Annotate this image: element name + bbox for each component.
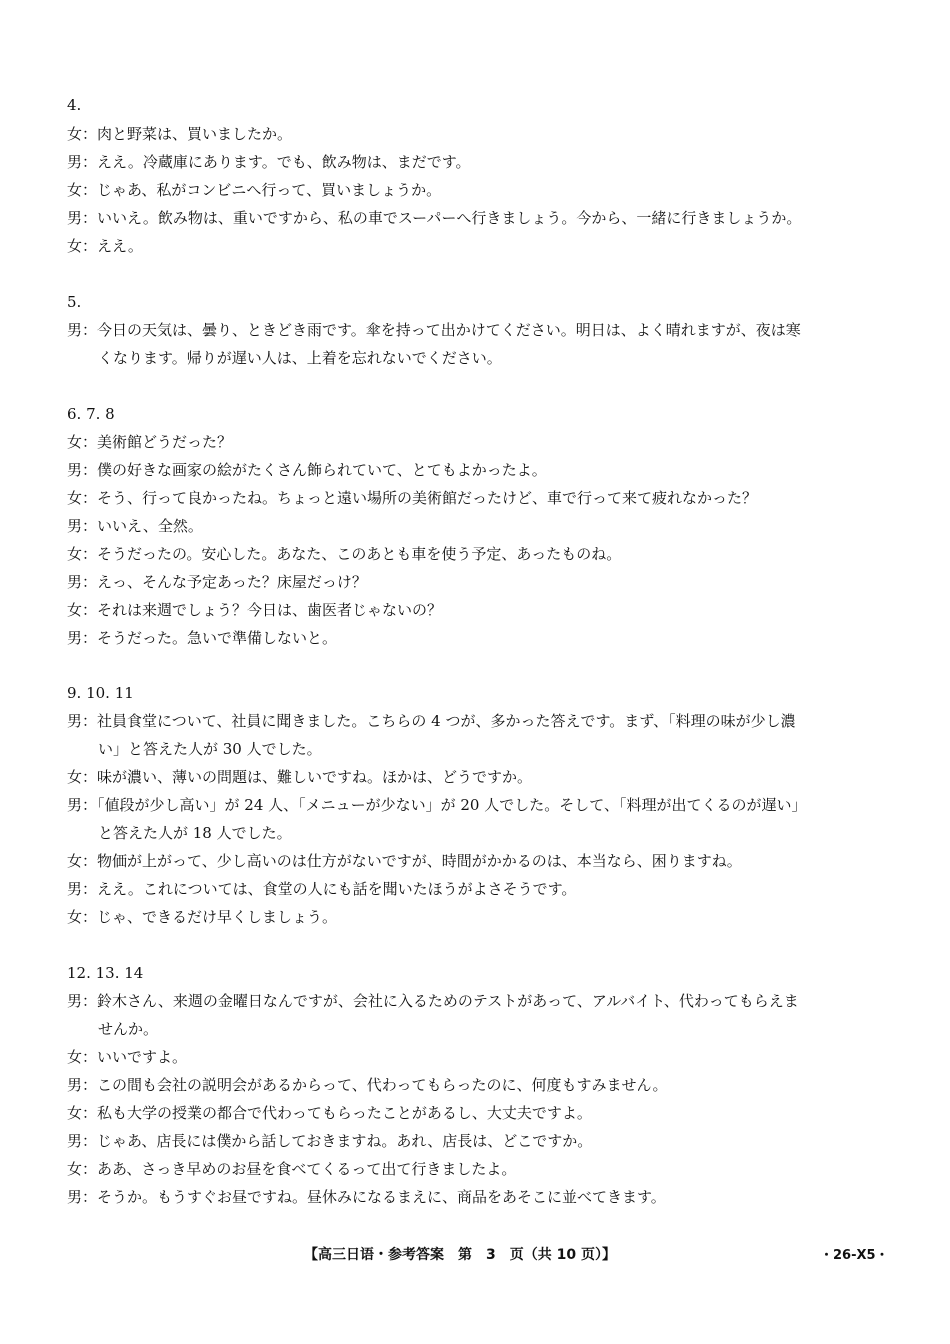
text-line: 男：今日の天気は、曇り、ときどき雨です。傘を持って出かけてください。明日は、よく晴れますが、夜は寒 (67, 321, 801, 339)
text-line: 女：そう、行って良かったね。ちょっと遠い場所の美術館だったけど、車で行って来て疲れなかった？ (67, 489, 758, 507)
page-footer: 【高三日语・参考答案 第 3 页（共 10 页）】 (304, 1247, 616, 1263)
text-line: 女：じゃあ、私がコンビニへ行って、買いましょうか。 (67, 181, 442, 199)
text-line: 男：いいえ、全然。 (67, 517, 203, 535)
text-line-continuation: い」と答えた人が 30 人でした。 (98, 740, 322, 758)
text-line: 男：いいえ。飲み物は、重いですから、私の車でスーパーへ行きましょう。今から、一緒に行きましょうか。 (67, 209, 802, 227)
text-line: 6. 7. 8 (67, 405, 115, 423)
text-line: 5. (67, 293, 82, 311)
text-line: 男：そうか。もうすぐお昼ですね。昼休みになるまえに、商品をあそこに並べてきます。 (67, 1188, 666, 1206)
text-line: 男：この間も会社の説明会があるからって、代わってもらったのに、何度もすみません。 (67, 1076, 668, 1094)
text-line: 男：「値段が少し高い」が 24 人、「メニューが少ない」が 20 人でした。そして、「料理が出てくるのが遅い」 (67, 796, 807, 814)
text-line: 女：ああ、さっき早めのお昼を食べてくるって出て行きましたよ。 (67, 1160, 517, 1178)
text-line: 男：じゃあ、店長には僕から話しておきますね。あれ、店長は、どこですか。 (67, 1132, 593, 1150)
text-line: 女：美術館どうだった？ (67, 433, 233, 451)
text-line: 男：鈴木さん、来週の金曜日なんですが、会社に入るためのテストがあって、アルバイト、代わってもらえま (67, 992, 799, 1010)
text-line-continuation: くなります。帰りが遅い人は、上着を忘れないでください。 (98, 349, 502, 367)
text-line: 女：肉と野菜は、買いましたか。 (67, 125, 293, 143)
text-line: 男：ええ。冷蔵庫にあります。でも、飲み物は、まだです。 (67, 153, 471, 171)
text-line: 女：味が濃い、薄いの問題は、難しいですね。ほかは、どうですか。 (67, 768, 533, 786)
text-line: 12. 13. 14 (67, 964, 144, 982)
text-line: 女：それは来週でしょう？今日は、歯医者じゃないの？ (67, 601, 443, 619)
text-line: 男：社員食堂について、社員に聞きました。こちらの 4 つが、多かった答えです。まず、「料理の味が少し濃 (67, 712, 796, 730)
text-line: 男：ええ。これについては、食堂の人にも話を聞いたほうがよさそうです。 (67, 880, 577, 898)
text-line: 女：ええ。 (67, 237, 143, 255)
text-line-continuation: と答えた人が 18 人でした。 (98, 824, 292, 842)
text-line: 男：僕の好きな画家の絵がたくさん飾られていて、とてもよかったよ。 (67, 461, 547, 479)
text-line: 9. 10. 11 (67, 684, 134, 702)
text-line: 男：そうだった。急いで準備しないと。 (67, 629, 338, 647)
text-line: 女：じゃ、できるだけ早くしましょう。 (67, 908, 338, 926)
document-code: ・26-X5・ (820, 1248, 889, 1263)
text-line: 女：物価が上がって、少し高いのは仕方がないですが、時間がかかるのは、本当なら、困りますね。 (67, 852, 742, 870)
text-line: 男：えっ、そんな予定あった？床屋だっけ？ (67, 573, 367, 591)
text-line: 女：いいですよ。 (67, 1048, 188, 1066)
text-line: 4. (67, 96, 82, 114)
text-line: 女：私も大学の授業の都合で代わってもらったことがあるし、大丈夫ですよ。 (67, 1104, 592, 1122)
text-line-continuation: せんか。 (98, 1020, 159, 1038)
text-line: 女：そうだったの。安心した。あなた、このあとも車を使う予定、あったものね。 (67, 545, 622, 563)
